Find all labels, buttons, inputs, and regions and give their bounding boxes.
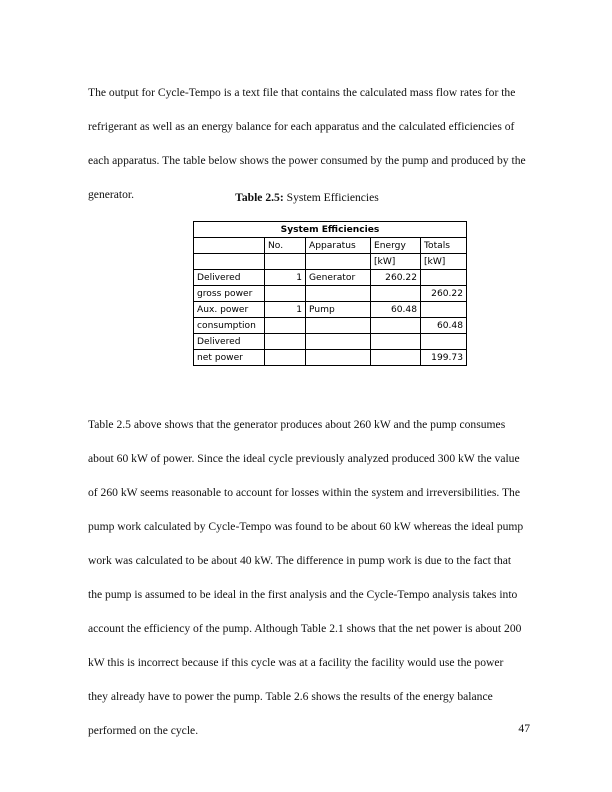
column-header-no: No. xyxy=(265,238,306,254)
units-cell-blank xyxy=(194,254,265,270)
paragraph-after-table: Table 2.5 above shows that the generator produces about 260 kW and the pump consumes about 60 kW of power. Since the ideal cycle previously analyzed produced 300 kW the value of 260 kW seems reasonable to account for losses within the system and irreversibilities. The pump work calculated by Cycle-Tempo was found to be about 60 kW whereas the ideal pump work was calculated to be about 40 kW. The difference in pump work is due to the fact that the pump is assumed to be ideal in the first analysis and the Cycle-Tempo analysis takes into account the efficiency of the pump. Although Table 2.1 shows that the net power is about 200 kW this is incorrect because if this cycle was at a facility the facility would use the power they already have to power the pump. Table 2.6 shows the results of the energy balance performed on the cycle. xyxy=(88,417,524,737)
cell-no: 1 xyxy=(265,302,306,318)
cell-no: 1 xyxy=(265,270,306,286)
cell-energy xyxy=(371,286,421,302)
cell-energy xyxy=(371,350,421,366)
cell-apparatus: Generator xyxy=(306,270,371,286)
paragraph-intro: The output for Cycle-Tempo is a text file that contains the calculated mass flow rates for the refrigerant as well as an energy balance for each apparatus and the calculated efficiencies of each apparatus. The table below shows the power consumed by the pump and produced by the generator. xyxy=(88,85,526,201)
cell-totals xyxy=(421,334,467,350)
cell-apparatus: Pump xyxy=(306,302,371,318)
cell-apparatus xyxy=(306,286,371,302)
cell-energy xyxy=(371,334,421,350)
table-span-header-cell: System Efficiencies xyxy=(194,222,467,238)
cell-no xyxy=(265,350,306,366)
page-number: 47 xyxy=(518,722,530,735)
cell-energy: 60.48 xyxy=(371,302,421,318)
column-header-blank xyxy=(194,238,265,254)
table-row xyxy=(194,350,467,366)
cell-apparatus xyxy=(306,318,371,334)
units-cell-apparatus xyxy=(306,254,371,270)
cell-label: Delivered xyxy=(194,334,265,350)
cell-label: net power xyxy=(194,350,265,366)
cell-totals xyxy=(421,270,467,286)
cell-no xyxy=(265,286,306,302)
column-header-totals: Totals xyxy=(421,238,467,254)
table-caption xyxy=(88,190,526,206)
cell-apparatus xyxy=(306,350,371,366)
cell-totals: 60.48 xyxy=(421,318,467,334)
cell-apparatus xyxy=(306,334,371,350)
cell-energy xyxy=(371,318,421,334)
column-header-energy: Energy xyxy=(371,238,421,254)
units-cell-energy: [kW] xyxy=(371,254,421,270)
cell-no xyxy=(265,334,306,350)
cell-label: Aux. power xyxy=(194,302,265,318)
cell-no xyxy=(265,318,306,334)
cell-label: Delivered xyxy=(194,270,265,286)
units-cell-no xyxy=(265,254,306,270)
cell-totals: 260.22 xyxy=(421,286,467,302)
table-row-units xyxy=(194,254,467,270)
units-cell-totals: [kW] xyxy=(421,254,467,270)
cell-label: gross power xyxy=(194,286,265,302)
cell-totals: 199.73 xyxy=(421,350,467,366)
table-row xyxy=(194,286,467,302)
column-header-apparatus: Apparatus xyxy=(306,238,371,254)
cell-energy: 260.22 xyxy=(371,270,421,286)
table-row xyxy=(194,334,467,350)
cell-totals xyxy=(421,302,467,318)
table-row xyxy=(194,302,467,318)
system-efficiencies-table-wrapper xyxy=(193,221,467,366)
table-row-column-headers xyxy=(194,238,467,254)
table-caption-label: Table 2.5: xyxy=(235,191,284,204)
system-efficiencies-table xyxy=(193,221,467,366)
table-row xyxy=(194,270,467,286)
table-row-span-header xyxy=(194,222,467,238)
table-row xyxy=(194,318,467,334)
table-caption-text: System Efficiencies xyxy=(283,191,379,204)
cell-label: consumption xyxy=(194,318,265,334)
